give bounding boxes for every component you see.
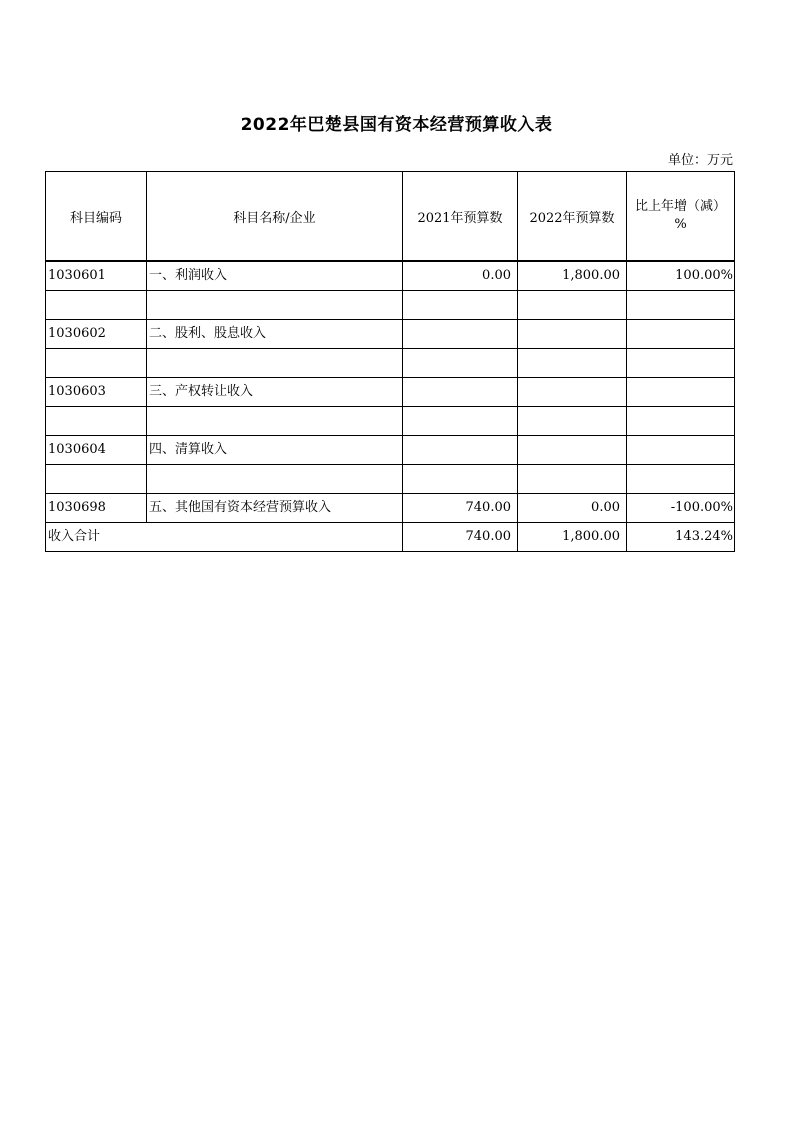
cell-code [46,291,147,320]
total-label: 收入合计 [46,523,403,552]
table-row [46,407,735,436]
table-row [46,320,735,349]
cell-code: 1030603 [46,378,147,407]
cell-name: 三、产权转让收入 [147,378,403,407]
cell-budget-2021 [403,407,518,436]
page-title: 2022年巴楚县国有资本经营预算收入表 [240,115,553,135]
column-header-budget-2021: 2021年预算数 [403,172,518,262]
cell-name: 二、股利、股息收入 [147,320,403,349]
cell-code: 1030698 [46,494,147,523]
cell-name: 四、清算收入 [147,436,403,465]
table-row [46,436,735,465]
total-budget-2021: 740.00 [403,523,518,552]
cell-budget-2021: 740.00 [403,494,518,523]
column-header-budget-2022: 2022年预算数 [518,172,627,262]
cell-budget-2021 [403,436,518,465]
cell-change-pct [627,378,735,407]
table-row [46,378,735,407]
cell-name: 五、其他国有资本经营预算收入 [147,494,403,523]
table-row [46,261,735,291]
table-row [46,291,735,320]
cell-name [147,291,403,320]
cell-code: 1030604 [46,436,147,465]
cell-name [147,465,403,494]
total-row [46,523,735,552]
cell-change-pct: -100.00% [627,494,735,523]
cell-budget-2022: 1,800.00 [518,261,627,291]
cell-budget-2022: 0.00 [518,494,627,523]
total-budget-2022: 1,800.00 [518,523,627,552]
cell-code [46,349,147,378]
cell-budget-2022 [518,407,627,436]
cell-budget-2022 [518,378,627,407]
cell-name: 一、利润收入 [147,261,403,291]
cell-budget-2022 [518,349,627,378]
cell-change-pct [627,291,735,320]
cell-budget-2021 [403,378,518,407]
budget-income-table [45,171,735,552]
cell-name [147,407,403,436]
cell-budget-2021 [403,291,518,320]
cell-change-pct: 100.00% [627,261,735,291]
table-row [46,465,735,494]
table-row [46,349,735,378]
cell-change-pct [627,320,735,349]
cell-code [46,465,147,494]
cell-change-pct [627,407,735,436]
cell-code [46,407,147,436]
column-header-name: 科目名称/企业 [147,172,403,262]
column-header-code: 科目编码 [46,172,147,262]
column-header-change-pct: 比上年增（减）% [627,172,735,262]
cell-code: 1030601 [46,261,147,291]
cell-budget-2022 [518,465,627,494]
cell-change-pct [627,436,735,465]
cell-budget-2021 [403,320,518,349]
total-change-pct: 143.24% [627,523,735,552]
table-row [46,494,735,523]
cell-budget-2021 [403,349,518,378]
cell-budget-2022 [518,436,627,465]
cell-budget-2021: 0.00 [403,261,518,291]
cell-budget-2021 [403,465,518,494]
table-header-row [46,172,735,262]
cell-change-pct [627,349,735,378]
cell-name [147,349,403,378]
unit-label: 单位：万元 [667,153,733,168]
cell-budget-2022 [518,291,627,320]
cell-code: 1030602 [46,320,147,349]
cell-change-pct [627,465,735,494]
cell-budget-2022 [518,320,627,349]
